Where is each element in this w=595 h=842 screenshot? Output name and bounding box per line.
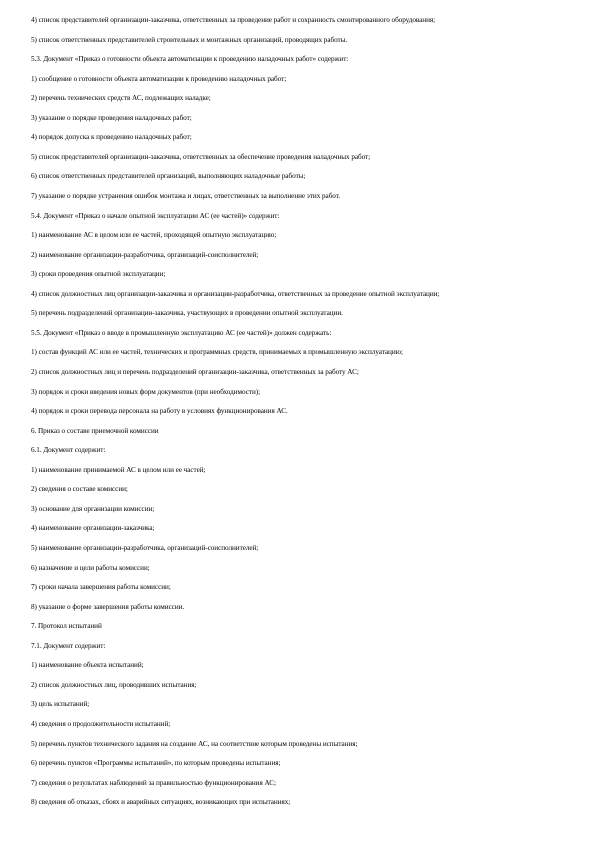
text-line: 5) список представителей организации-заказчика, ответственных за обеспечение проведения наладочных работ; xyxy=(31,153,371,161)
text-line: 4) сведения о продолжительности испытаний; xyxy=(31,720,171,728)
section-heading: 7. Протокол испытаний xyxy=(31,622,102,630)
text-line: 8) сведения об отказах, сбоях и аварийных ситуациях, возникающих при испытаниях; xyxy=(31,798,291,806)
text-line: 4) список должностных лиц организации-заказчика и организации-разработчика, ответственных за проведение опытной эксплуатации; xyxy=(31,290,440,298)
text-line: 5.5. Документ «Приказ о вводе в промышленную эксплуатацию АС (ее частей)» должен содержать: xyxy=(31,329,332,337)
text-line: 1) наименование АС в целом или ее частей, проходящей опытную эксплуатацию; xyxy=(31,231,277,239)
text-line: 1) состав функций АС или ее частей, технических и программных средств, принимаемых в промышленную эксплуатацию; xyxy=(31,348,403,356)
text-line: 1) сообщение о готовности объекта автоматизации к проведению наладочных работ; xyxy=(31,75,287,83)
text-line: 3) указание о порядке проведения наладочных работ; xyxy=(31,114,192,122)
text-line: 5.4. Документ «Приказ о начале опытной эксплуатации АС (ее частей)» содержит: xyxy=(31,212,280,220)
text-line: 5) список ответственных представителей строительных и монтажных организаций, проводящих работы. xyxy=(31,36,348,44)
text-line: 7) сроки начала завершения работы комиссии; xyxy=(31,583,171,591)
text-line: 5.3. Документ «Приказ о готовности объекта автоматизации к проведению наладочных работ» содержит: xyxy=(31,55,349,63)
text-line: 4) список представителей организации-заказчика, ответственных за проведение работ и сохранность смонтированного оборудования; xyxy=(31,16,436,24)
text-line: 5) перечень пунктов технического задания на создание АС, на соответствие которым проведены испытания; xyxy=(31,740,358,748)
text-line: 6) перечень пунктов «Программы испытаний», по которым проведены испытания; xyxy=(31,759,281,767)
text-line: 7.1. Документ содержит: xyxy=(31,642,106,650)
text-line: 6) список ответственных представителей организаций, выполняющих наладочные работы; xyxy=(31,172,306,180)
text-line: 2) сведения о составе комиссии; xyxy=(31,485,128,493)
text-line: 6.1. Документ содержит: xyxy=(31,446,106,454)
text-line: 1) наименование объекта испытаний; xyxy=(31,661,144,669)
text-line: 8) указание о форме завершения работы комиссии. xyxy=(31,603,185,611)
text-line: 5) перечень подразделений организации-заказчика, участвующих в проведении опытной эксплуатации. xyxy=(31,309,343,317)
text-line: 3) порядок и сроки введения новых форм документов (при необходимости); xyxy=(31,388,261,396)
text-line: 2) список должностных лиц и перечень подразделений организации-заказчика, ответственных за работу АС; xyxy=(31,368,359,376)
text-line: 4) порядок и сроки перевода персонала на работу в условиях функционирования АС. xyxy=(31,407,288,415)
text-line: 5) наименование организации-разработчика, организаций-соисполнителей; xyxy=(31,544,259,552)
text-line: 7) указание о порядке устранения ошибок монтажа и лицах, ответственных за выполнение этих работ. xyxy=(31,192,341,200)
text-line: 6) назначение и цели работы комиссии; xyxy=(31,564,150,572)
text-line: 7) сведения о результатах наблюдений за правильностью функционирования АС; xyxy=(31,779,276,787)
text-line: 2) наименование организации-разработчика, организаций-соисполнителей; xyxy=(31,251,259,259)
text-line: 4) порядок допуска к проведению наладочных работ; xyxy=(31,133,192,141)
text-line: 3) основание для организации комиссии; xyxy=(31,505,155,513)
text-line: 2) список должностных лиц, проводивших испытания; xyxy=(31,681,197,689)
text-line: 3) цель испытаний; xyxy=(31,700,90,708)
section-heading: 6. Приказ о составе приемочной комиссии xyxy=(31,427,159,435)
text-line: 4) наименование организации-заказчика; xyxy=(31,524,155,532)
text-line: 2) перечень технических средств АС, подлежащих наладке; xyxy=(31,94,211,102)
text-line: 3) сроки проведения опытной эксплуатации; xyxy=(31,270,166,278)
text-line: 1) наименование принимаемой АС в целом или ее частей; xyxy=(31,466,206,474)
